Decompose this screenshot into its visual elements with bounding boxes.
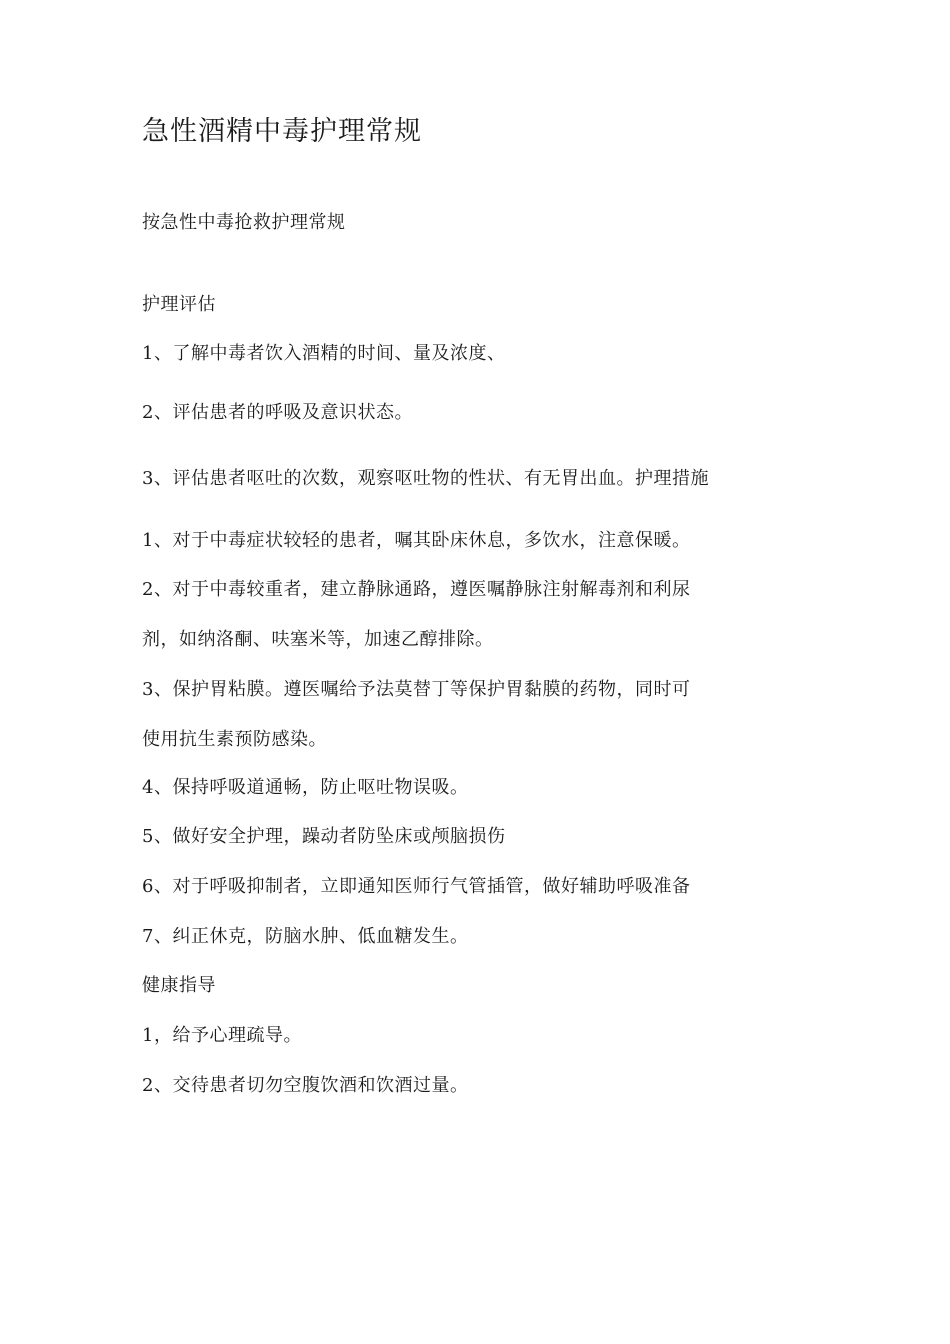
health-item-2: 2、交待患者切勿空腹饮酒和饮酒过量。 <box>142 1075 469 1096</box>
document-title: 急性酒精中毒护理常规 <box>142 116 422 147</box>
measure-line-4: 3、保护胃粘膜。遵医嘱给予法莫替丁等保护胃黏膜的药物，同时可 <box>142 679 691 700</box>
measure-line-9: 7、纠正休克，防脑水肿、低血糖发生。 <box>142 926 469 947</box>
measure-line-5: 使用抗生素预防感染。 <box>142 729 327 750</box>
assessment-item-3: 3、评估患者呕吐的次数，观察呕吐物的性状、有无胃出血。护理措施 <box>142 468 709 489</box>
measure-line-3: 剂，如纳洛酮、呋塞米等，加速乙醇排除。 <box>142 629 494 650</box>
measure-line-8: 6、对于呼吸抑制者，立即通知医师行气管插管，做好辅助呼吸准备 <box>142 876 691 897</box>
assessment-heading: 护理评估 <box>142 294 216 315</box>
health-item-1: 1，给予心理疏导。 <box>142 1025 302 1046</box>
measure-line-1: 1、对于中毒症状较轻的患者，嘱其卧床休息，多饮水，注意保暖。 <box>142 530 691 551</box>
measure-line-7: 5、做好安全护理，躁动者防坠床或颅脑损伤 <box>142 826 506 847</box>
health-heading: 健康指导 <box>142 975 216 996</box>
assessment-item-2: 2、评估患者的呼吸及意识状态。 <box>142 402 413 423</box>
measure-line-6: 4、保持呼吸道通畅，防止呕吐物误吸。 <box>142 777 469 798</box>
subtitle: 按急性中毒抢救护理常规 <box>142 212 346 233</box>
assessment-item-1: 1、了解中毒者饮入酒精的时间、量及浓度、 <box>142 343 506 364</box>
measure-line-2: 2、对于中毒较重者，建立静脉通路，遵医嘱静脉注射解毒剂和利尿 <box>142 579 691 600</box>
